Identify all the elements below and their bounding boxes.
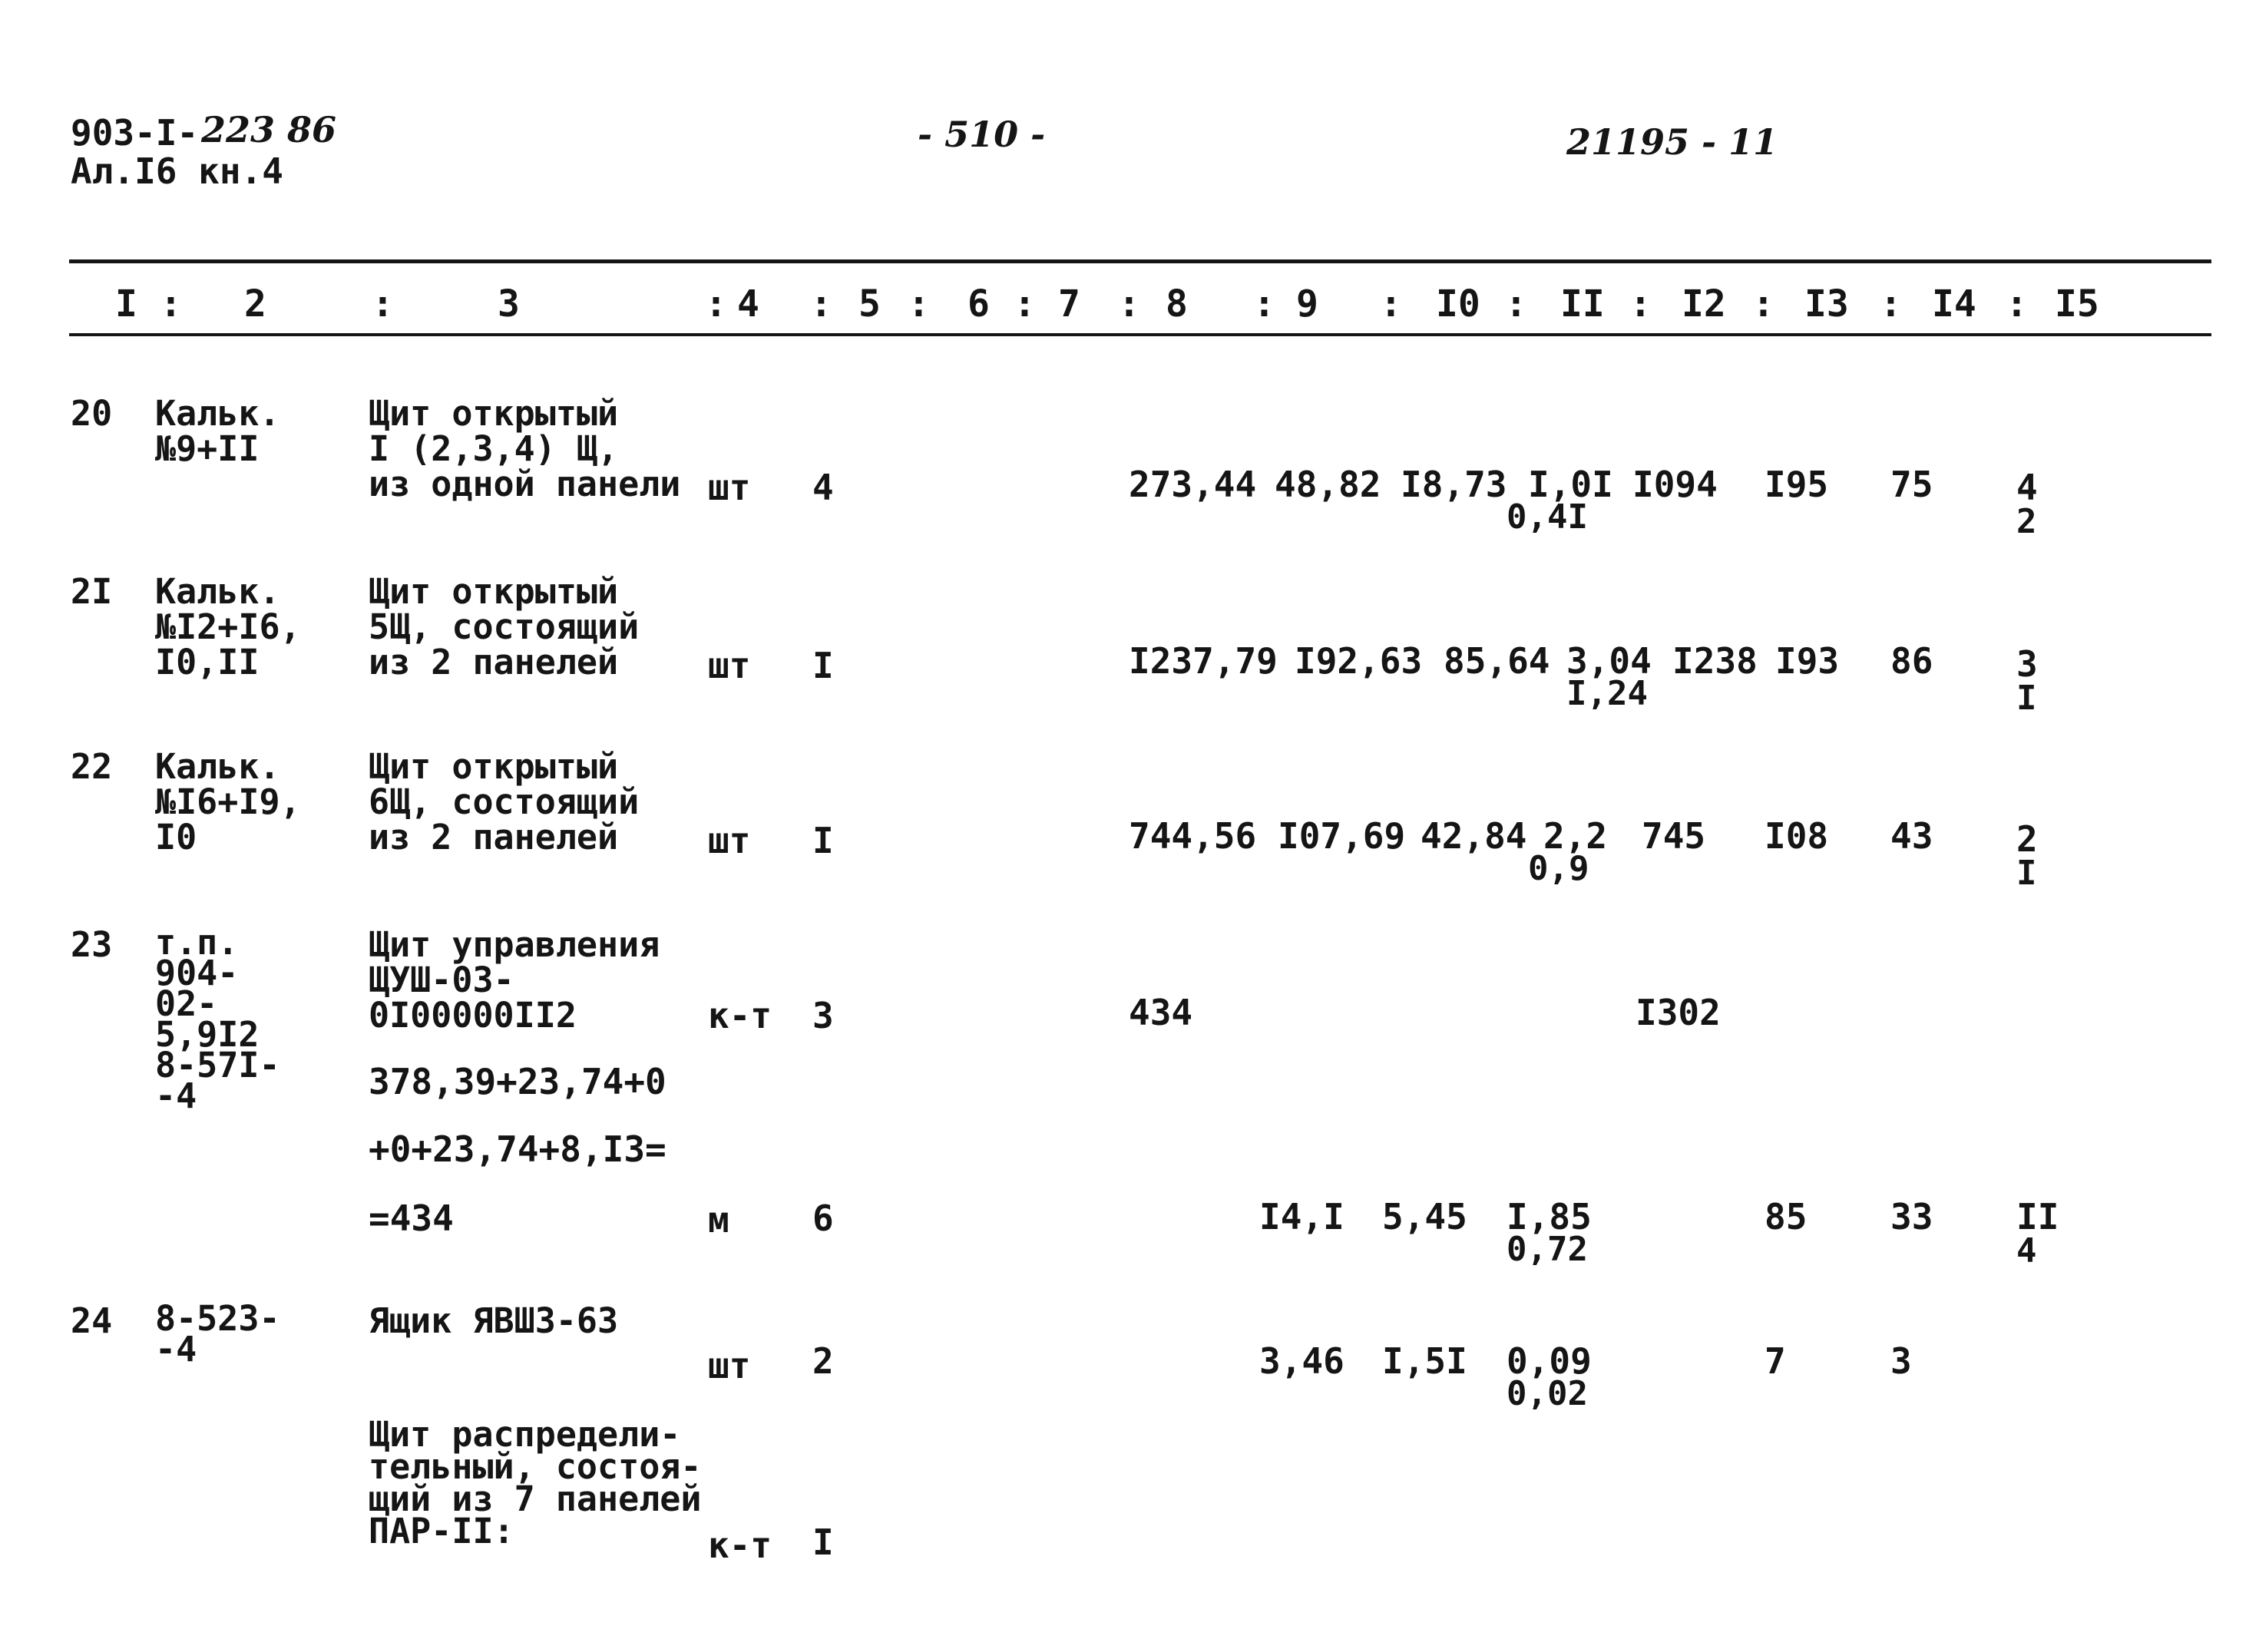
column-header-15: I5 bbox=[2055, 282, 2099, 325]
row-number: 23 bbox=[71, 924, 113, 965]
column-header-6: 6 bbox=[967, 282, 990, 325]
column-separator: : bbox=[160, 282, 182, 325]
row-col13: I08 bbox=[1765, 815, 1829, 857]
row-col15-bottom: I bbox=[2016, 679, 2037, 718]
row-calculation-line-1: 378,39+23,74+0 bbox=[369, 1061, 666, 1102]
document-code-prefix: 903-I- bbox=[71, 112, 199, 154]
column-separator: : bbox=[705, 282, 727, 325]
column-header-12: I2 bbox=[1682, 282, 1726, 325]
row-unit: шт bbox=[708, 645, 751, 686]
column-separator: : bbox=[1752, 282, 1774, 325]
row-col11-bottom: 0,72 bbox=[1507, 1230, 1588, 1269]
column-header-1: I bbox=[115, 282, 137, 325]
row-col8: 434 bbox=[1129, 992, 1193, 1033]
column-header-4: 4 bbox=[737, 282, 759, 325]
row-unit: шт bbox=[708, 467, 751, 508]
row-number: 24 bbox=[71, 1300, 113, 1341]
album-volume: Ал.I6 кн.4 bbox=[71, 150, 283, 192]
row-basis: Кальк. №9+II bbox=[155, 393, 280, 469]
row-col11-bottom: I,24 bbox=[1566, 674, 1648, 713]
document-code-handwritten: 223 86 bbox=[201, 109, 337, 150]
row-quantity: 4 bbox=[812, 467, 834, 508]
row-col15-top: 4 bbox=[2016, 467, 2038, 508]
row-col15-top: 3 bbox=[2016, 643, 2038, 685]
row-col13: I93 bbox=[1775, 640, 1840, 682]
row-col12: I238 bbox=[1672, 640, 1758, 682]
column-header-9: 9 bbox=[1296, 282, 1318, 325]
row-col14: 3 bbox=[1890, 1340, 1912, 1382]
row-col10: 42,84 bbox=[1421, 815, 1527, 857]
column-separator: : bbox=[372, 282, 394, 325]
row-col13: 85 bbox=[1765, 1196, 1808, 1237]
row-name: Щит открытый 5Щ, состоящий из 2 панелей bbox=[369, 571, 640, 682]
column-separator: : bbox=[908, 282, 930, 325]
row-col11-top: 0,09 bbox=[1507, 1340, 1592, 1382]
row-number: 22 bbox=[71, 746, 113, 787]
column-header-7: 7 bbox=[1058, 282, 1080, 325]
row-name: Щит управления ЩУШ-03- 0I00000II2 bbox=[369, 924, 660, 1036]
row-col9: 3,46 bbox=[1259, 1340, 1344, 1382]
row-quantity: I bbox=[812, 820, 834, 861]
row-col13: 7 bbox=[1765, 1340, 1786, 1382]
row-col11-bottom: 0,9 bbox=[1528, 849, 1589, 888]
row-col14: 43 bbox=[1890, 815, 1933, 857]
column-separator: : bbox=[1880, 282, 1902, 325]
row-col12: 745 bbox=[1642, 815, 1706, 857]
row-number: 2I bbox=[71, 571, 113, 612]
row-col8: 744,56 bbox=[1129, 815, 1257, 857]
row-col8: 273,44 bbox=[1129, 464, 1257, 505]
row-col12: I302 bbox=[1636, 992, 1721, 1033]
row-basis: т.п. 904- 02- 5,9I2 8-57I- -4 bbox=[155, 922, 280, 1116]
row-col9: I4,I bbox=[1259, 1196, 1344, 1237]
row-quantity: 3 bbox=[812, 995, 834, 1036]
row-basis: Кальк. №I6+I9, I0 bbox=[155, 746, 301, 857]
row-col15-bottom: 4 bbox=[2016, 1231, 2037, 1270]
row-unit: к-т bbox=[708, 1525, 772, 1566]
column-separator: : bbox=[2006, 282, 2028, 325]
table-header-rule bbox=[69, 333, 2211, 336]
row-col11-bottom: 0,02 bbox=[1507, 1374, 1588, 1413]
column-separator: : bbox=[1629, 282, 1652, 325]
column-separator: : bbox=[1253, 282, 1275, 325]
page-number: - 510 - bbox=[918, 114, 1046, 155]
row-unit: шт bbox=[708, 820, 751, 861]
column-header-13: I3 bbox=[1804, 282, 1849, 325]
column-separator: : bbox=[1380, 282, 1402, 325]
column-header-10: I0 bbox=[1436, 282, 1480, 325]
row-name: Ящик ЯВШ3-63 bbox=[369, 1300, 619, 1341]
row-col11-top: I,85 bbox=[1507, 1196, 1592, 1237]
row-col10: I,5I bbox=[1382, 1340, 1467, 1382]
row-calculation-line-3: =434 bbox=[369, 1198, 454, 1239]
column-separator: : bbox=[1505, 282, 1527, 325]
column-separator: : bbox=[810, 282, 832, 325]
row-name: Щит открытый 6Щ, состоящий из 2 панелей bbox=[369, 746, 640, 857]
row-unit-secondary: м bbox=[708, 1199, 729, 1241]
row-col10: 5,45 bbox=[1382, 1196, 1467, 1237]
row-quantity: I bbox=[812, 645, 834, 686]
row-col11-top: 3,04 bbox=[1566, 640, 1652, 682]
row-quantity-secondary: 6 bbox=[812, 1198, 834, 1239]
row-basis: Кальк. №I2+I6, I0,II bbox=[155, 571, 301, 682]
row-col10: 85,64 bbox=[1444, 640, 1550, 682]
row-col9: 48,82 bbox=[1275, 464, 1381, 505]
row-col10: I8,73 bbox=[1401, 464, 1507, 505]
column-header-3: 3 bbox=[498, 282, 520, 325]
row-quantity: I bbox=[812, 1521, 834, 1563]
row-name: Щит распредели- тельный, состоя- щий из 7 панелей ПАР-II: bbox=[369, 1414, 702, 1551]
row-col15-bottom: 2 bbox=[2016, 502, 2037, 541]
row-col11-bottom: 0,4I bbox=[1507, 497, 1588, 537]
column-header-2: 2 bbox=[244, 282, 266, 325]
order-number: 21195 - 11 bbox=[1566, 121, 1778, 163]
row-number: 20 bbox=[71, 393, 113, 434]
column-header-14: I4 bbox=[1932, 282, 1976, 325]
row-basis: 8-523- -4 bbox=[155, 1298, 280, 1370]
row-col9: I07,69 bbox=[1278, 815, 1406, 857]
row-col9: I92,63 bbox=[1295, 640, 1423, 682]
column-separator: : bbox=[1118, 282, 1140, 325]
row-col11-top: I,0I bbox=[1528, 464, 1613, 505]
column-header-11: II bbox=[1560, 282, 1605, 325]
column-header-8: 8 bbox=[1166, 282, 1188, 325]
row-col14: 86 bbox=[1890, 640, 1933, 682]
row-col13: I95 bbox=[1765, 464, 1829, 505]
row-col8: I237,79 bbox=[1129, 640, 1278, 682]
column-header-5: 5 bbox=[858, 282, 881, 325]
column-separator: : bbox=[1014, 282, 1036, 325]
row-col12: I094 bbox=[1632, 464, 1718, 505]
row-col15-top: 2 bbox=[2016, 818, 2038, 860]
row-col14: 33 bbox=[1890, 1196, 1933, 1237]
row-col15-top: II bbox=[2016, 1196, 2059, 1237]
row-col11-top: 2,2 bbox=[1543, 815, 1608, 857]
row-unit: к-т bbox=[708, 995, 772, 1036]
table-top-rule bbox=[69, 259, 2211, 263]
row-col14: 75 bbox=[1890, 464, 1933, 505]
row-name: Щит открытый I (2,3,4) Щ, из одной панели bbox=[369, 393, 681, 504]
row-calculation-line-2: +0+23,74+8,I3= bbox=[369, 1128, 666, 1170]
row-unit: шт bbox=[708, 1345, 751, 1386]
row-col15-bottom: I bbox=[2016, 854, 2037, 893]
row-quantity: 2 bbox=[812, 1340, 834, 1382]
